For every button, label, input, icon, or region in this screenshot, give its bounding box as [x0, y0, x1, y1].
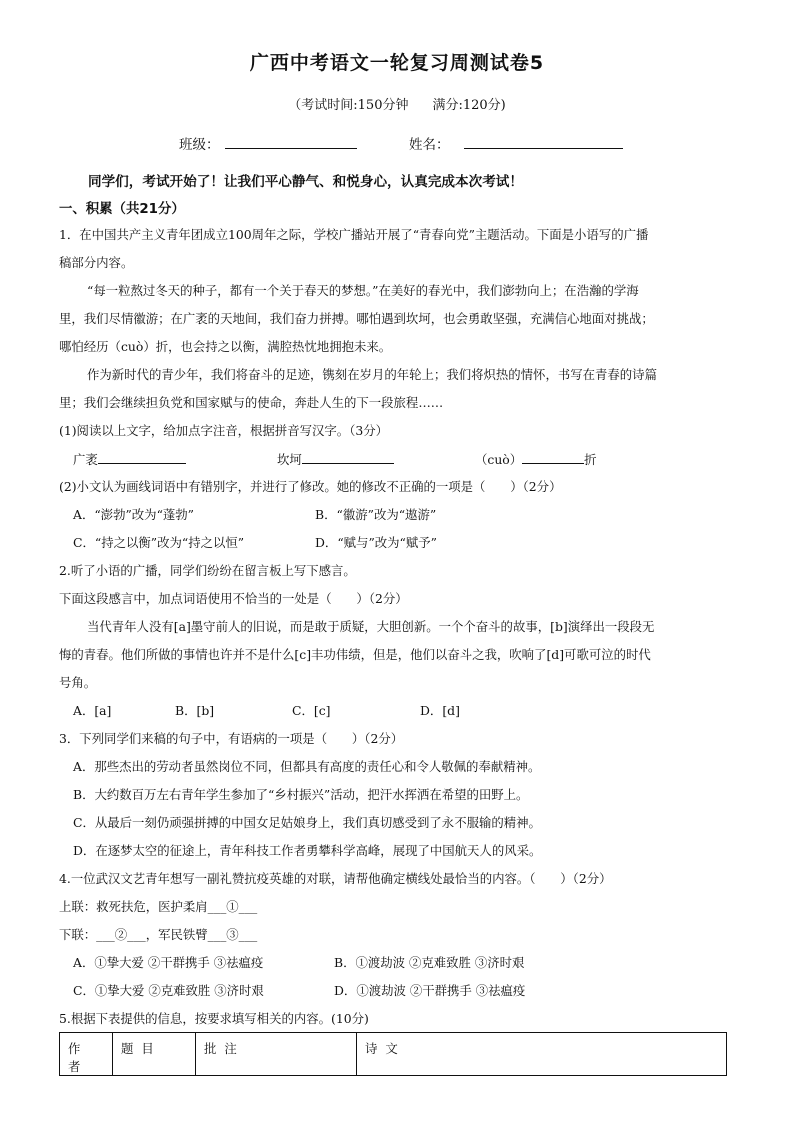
full-score: 满分:120分) — [432, 98, 506, 113]
page-title: 广西中考语文一轮复习周测试卷5 — [249, 52, 545, 74]
fill-item-a — [73, 450, 186, 469]
q2-option-b[interactable]: B．[b] — [175, 703, 215, 718]
q1-stem-line-2: 稿部分内容。 — [59, 255, 134, 270]
q1-sub1: (1)阅读以上文字，给加点字注音，根据拼音写汉字。（3分） — [59, 423, 388, 438]
q4-option-d[interactable]: D．①渡劫波 ②干群携手 ③祛瘟疫 — [334, 983, 526, 998]
fill-c-pinyin: （cuò） — [475, 452, 523, 467]
q2-stem-line-1: 2.听了小语的广播，同学们纷纷在留言板上写下感言。 — [59, 563, 356, 578]
q3-option-d[interactable]: D．在逐梦太空的征途上，青年科技工作者勇攀科学高峰，展现了中国航天人的风采。 — [73, 843, 542, 858]
name-label: 姓名： — [409, 137, 450, 153]
q4-upper-couplet: 上联：救死扶危，医护柔肩___①___ — [59, 899, 258, 914]
q3-option-b[interactable]: B．大约数百万左右青年学生参加了“乡村振兴”活动，把汗水挥洒在希望的田野上。 — [73, 787, 529, 802]
exam-time: （考试时间:150分钟 — [288, 98, 409, 113]
q1-stem-line-1: 1．在中国共产主义青年团成立100周年之际，学校广播站开展了“青春向党”主题活动。下面是小语写的广播 — [59, 227, 649, 242]
q2-para-line-2: 悔的青春。他们所做的事情也许并不是什么[c]丰功伟绩，但是，他们以奋斗之我，吹响了[d]可歌可泣的时代 — [59, 647, 651, 662]
q3-stem: 3．下列同学们来稿的句子中，有语病的一项是（ ）（2分） — [59, 731, 404, 746]
fill-item-b — [277, 450, 394, 469]
fill-c-blank[interactable] — [522, 450, 584, 464]
q1-para2-line-2: 里；我们会继续担负党和国家赋与的使命，奔赴人生的下一段旅程…… — [59, 395, 444, 410]
q2-option-a[interactable]: A．[a] — [73, 703, 112, 718]
q5-stem: 5.根据下表提供的信息，按要求填写相关的内容。(10分) — [59, 1011, 369, 1026]
table-header-row — [60, 1033, 727, 1076]
greeting: 同学们，考试开始了！让我们平心静气、和悦身心，认真完成本次考试！ — [88, 174, 523, 190]
q4-option-a[interactable]: A．①挚大爱 ②干群携手 ③祛瘟疫 — [73, 955, 264, 970]
q1-option-a[interactable]: A．“澎勃”改为“蓬勃” — [73, 507, 195, 522]
exam-info — [0, 94, 794, 113]
q1-option-d[interactable]: D．“赋与”改为“赋予” — [315, 535, 438, 550]
q4-option-b[interactable]: B．①渡劫波 ②克难致胜 ③济时艰 — [334, 955, 525, 970]
fill-b-blank[interactable] — [302, 450, 394, 464]
q1-para2-line-1: 作为新时代的青少年，我们将奋斗的足迹，镌刻在岁月的年轮上；我们将炽热的情怀，书写在青春的诗篇 — [87, 367, 657, 382]
q1-para1-line-3: 哪怕经历（cuò）折，也会持之以衡，满腔热忱地拥抱未来。 — [59, 339, 392, 354]
fill-a-blank[interactable] — [98, 450, 186, 464]
q1-para1-line-1: “每一粒熬过冬天的种子，都有一个关于春天的梦想。”在美好的春光中，我们澎勃向上；在浩瀚的学海 — [87, 283, 639, 298]
info-table — [59, 1032, 727, 1076]
q4-stem: 4.一位武汉文艺青年想写一副礼赞抗疫英雄的对联，请帮他确定横线处最恰当的内容。（ ）（2分） — [59, 871, 612, 886]
q2-option-c[interactable]: C．[c] — [292, 703, 331, 718]
class-label: 班级： — [179, 137, 220, 153]
q1-option-b[interactable]: B．“徽游”改为“遨游” — [315, 507, 437, 522]
q2-para-line-1: 当代青年人没有[a]墨守前人的旧说，而是敢于质疑，大胆创新。一个个奋斗的故事，[b]演绎出一段段无 — [87, 619, 655, 634]
q1-para1-line-2: 里，我们尽情徽游；在广袤的天地间，我们奋力拼搏。哪怕遇到坎坷，也会勇敢坚强，充满信心地面对挑战； — [59, 311, 654, 326]
fill-item-c — [475, 450, 597, 469]
q4-option-c[interactable]: C．①挚大爱 ②克难致胜 ③济时艰 — [73, 983, 264, 998]
q1-sub2: (2)小文认为画线词语中有错别字，并进行了修改。她的修改不正确的一项是（ ）（2分） — [59, 479, 562, 494]
fill-a-word: 广袤 — [73, 452, 98, 467]
q2-para-line-3: 号角。 — [59, 675, 97, 690]
q4-lower-couplet: 下联：___②___，军民铁臂___③___ — [59, 927, 258, 942]
table-header-title: 题目 — [113, 1033, 196, 1076]
q1-option-c[interactable]: C．“持之以衡”改为“持之以恒” — [73, 535, 245, 550]
table-header-annotation: 批注 — [196, 1033, 357, 1076]
q2-option-d[interactable]: D．[d] — [420, 703, 460, 718]
table-header-poem: 诗文 — [357, 1033, 727, 1076]
table-header-author: 作者 — [60, 1033, 113, 1076]
fill-c-tail: 折 — [584, 452, 597, 467]
fill-b-word: 坎坷 — [277, 452, 302, 467]
class-field[interactable] — [225, 148, 357, 149]
q2-stem-line-2: 下面这段感言中，加点词语使用不恰当的一处是（ ）（2分） — [59, 591, 408, 606]
name-field[interactable] — [464, 148, 623, 149]
q3-option-a[interactable]: A．那些杰出的劳动者虽然岗位不同，但都具有高度的责任心和令人敬佩的奉献精神。 — [73, 759, 541, 774]
q3-option-c[interactable]: C．从最后一刻仍顽强拼搏的中国女足姑娘身上，我们真切感受到了永不服输的精神。 — [73, 815, 541, 830]
section-heading: 一、积累（共21分） — [59, 202, 185, 217]
